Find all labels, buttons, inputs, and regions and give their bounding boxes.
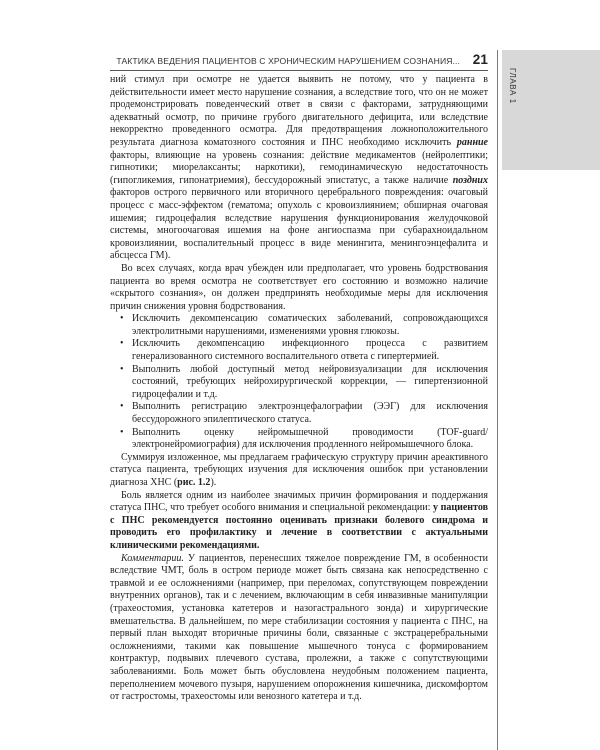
list-item: • Выполнить любой доступный метод нейровизуализации для исключения состояний, требующих нейрохирургической коррекции, — гипертензионной гидроцефалии и т.д. bbox=[110, 364, 488, 402]
paragraph-1 bbox=[110, 74, 488, 263]
figure-reference: рис. 1.2 bbox=[177, 477, 211, 488]
margin-rule bbox=[497, 50, 498, 750]
emphasis-late: поздних bbox=[452, 174, 488, 186]
list-item: • Исключить декомпенсацию инфекционного процесса с развитием генерализованного системного воспалительного ответа с гипертермией. bbox=[110, 338, 488, 363]
paragraph-4 bbox=[110, 490, 488, 553]
text: факторы, влияющие на уровень сознания: действие медикаментов (нейролептики; гипнотики; миорелаксанты; наркотики), гемодинамическую недостаточность (гипогликемия, гипонатриемия), бессудорожный эпистатус, а также наличие bbox=[110, 149, 488, 186]
text: факторов острого первичного или вторичного церебрального повреждения: очаговый процесс с масс-эффектом (гематома; опухоль с кровоизлиянием; обширная очаговая ишемия; гидроцефалия вследствие нарушения функционирования желудочковой системы, многоочаговая ишемия на фоне ангиоспазма при субарахноидальном кровоизлиянии, воспалительный процесс в виде менингита, менингоэнцефалита и абсцесса ГМ). bbox=[110, 187, 488, 262]
paragraph-3 bbox=[110, 452, 488, 490]
recommendation: у пациентов с ПНС рекомендуется постоянно оценивать признаки болевого синдрома и проводить его профилактику и лечение в соответствии с актуальными клиническими рекомендациями. bbox=[110, 502, 488, 551]
text: ний стимул при осмотре не удается выявить не потому, что у пациента в действительности имеет место нарушение сознания, а вследствие того, что он не может продемонстрировать поведенческий ответ в связи с факторами, затрудняющими адекватный осмотр, по причине грубого двигательного дефицита, или вследствие некорректно проведенного осмотра. Для предотвращения ложноположительного результата диагноза коматозного состояния и ПНС необходимо исключить bbox=[110, 74, 488, 148]
paragraph-5 bbox=[110, 553, 488, 704]
text: Боль является одним из наиболее значимых причин формирования и поддержания статуса ПНС, что требует особого внимания и специальной рекомендации: bbox=[110, 489, 488, 514]
list-item: • Исключить декомпенсацию соматических заболеваний, сопровождающихся электролитными нарушениями, изменениями уровня глюкозы. bbox=[110, 313, 488, 338]
list-item: • Выполнить регистрацию электроэнцефалографии (ЭЭГ) для исключения бессудорожного эпилептического статуса. bbox=[110, 401, 488, 426]
page-body bbox=[110, 74, 488, 704]
bullet-list bbox=[110, 313, 488, 452]
page-number: 21 bbox=[472, 52, 488, 67]
text: Суммируя изложенное, мы предлагаем графическую структуру причин ареактивного статуса пациента, требующих изучения для исключения ошибок при установлении диагноза ХНС ( bbox=[110, 451, 488, 488]
emphasis-early: ранние bbox=[456, 136, 488, 148]
comments-label: Комментарии. bbox=[121, 552, 184, 564]
list-item: • Выполнить оценку нейромышечной проводимости (TOF-guard/электронейромиография) для исключения продленного нейромышечного блока. bbox=[110, 427, 488, 452]
running-title: ТАКТИКА ВЕДЕНИЯ ПАЦИЕНТОВ С ХРОНИЧЕСКИМ НАРУШЕНИЕМ СОЗНАНИЯ... bbox=[116, 56, 460, 66]
chapter-tab-label: ГЛАВА 1 bbox=[508, 68, 517, 104]
text: У пациентов, перенесших тяжелое повреждение ГМ, в особенности вследствие ЧМТ, боль в остром периоде может быть связана как непосредственно с травмой и ее осложнениями (например, при переломах, сопутствующем повреждении внутренних органов), так и с лечением, включающим в себя инвазивные манипуляции (трахеостомия, установка катетеров и назогастрального зонда) и хирургические вмешательства. В дальнейшем, по мере стабилизации состояния у пациента с ПНС, на первый план выходят вторичные причины боли, связанные с экстрацеребральными осложнениями, такими как повышение мышечного тонуса с формированием контрактур, подвывих плечевого сустава, пролежни, а также с сопутствующими заболеваниями. Боль может быть обусловлена неудобным положением пациента, переполнением мочевого пузыря, нарушением опорожнения кишечника, дискомфортом от гастростомы, трахеостомы или венозного катетера и т.д. bbox=[110, 552, 488, 703]
text: ). bbox=[210, 477, 217, 488]
chapter-tab bbox=[502, 50, 600, 170]
header-rule bbox=[110, 70, 488, 71]
paragraph-2: Во всех случаях, когда врач убежден или предполагает, что уровень бодрствования пациента во время осмотра не соответствует его состоянию и возможно наличие «скрытого сознания», он должен предпринять необходимые меры для исключения причин снижения уровня бодрствования. bbox=[110, 262, 488, 312]
